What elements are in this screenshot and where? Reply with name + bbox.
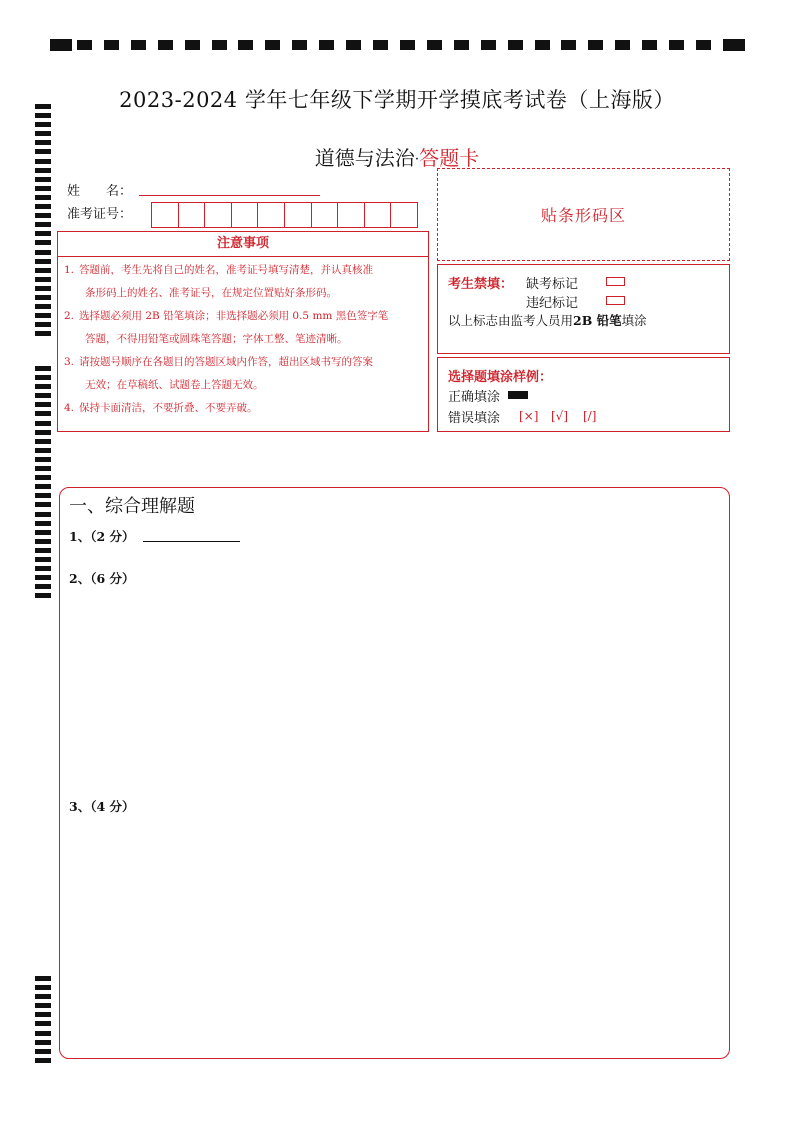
subject-name: 道德与法治 bbox=[314, 146, 415, 170]
timing-mark bbox=[669, 40, 684, 50]
timing-mark bbox=[212, 40, 227, 50]
timing-mark bbox=[35, 268, 51, 273]
notice-heading: 注意事项 bbox=[58, 232, 428, 257]
note-text: 以上标志由监考人员用 bbox=[448, 313, 574, 328]
wrong-fill-check: [√] bbox=[551, 409, 569, 423]
timing-mark bbox=[35, 1012, 51, 1017]
notice-text: 答题前，考生先将自己的姓名，准考证号填写清楚，并认真核准 bbox=[79, 264, 373, 276]
timing-mark bbox=[35, 204, 51, 209]
correct-fill-sample bbox=[508, 391, 528, 399]
timing-mark bbox=[35, 466, 51, 471]
timing-mark bbox=[35, 186, 51, 191]
absent-mark-box[interactable] bbox=[606, 277, 625, 286]
note-text: 填涂 bbox=[621, 313, 647, 328]
question-1-label: 1、（2 分） bbox=[69, 529, 135, 544]
absent-mark-label: 缺考标记 bbox=[526, 277, 579, 292]
timing-mark bbox=[35, 304, 51, 309]
timing-mark bbox=[35, 1031, 51, 1036]
timing-mark bbox=[35, 448, 51, 453]
timing-mark bbox=[615, 40, 630, 50]
notice-text: 条形码上的姓名、准考证号，在规定位置贴好条形码。 bbox=[85, 287, 337, 299]
timing-mark bbox=[35, 195, 51, 200]
question-3-answer-area[interactable] bbox=[69, 816, 719, 1046]
timing-mark bbox=[35, 484, 51, 489]
timing-mark bbox=[185, 40, 200, 50]
forbidden-note bbox=[448, 311, 647, 329]
examinee-forbidden-box bbox=[437, 264, 730, 354]
id-digit-box[interactable] bbox=[285, 203, 312, 227]
timing-mark bbox=[427, 40, 442, 50]
timing-mark bbox=[35, 475, 51, 480]
timing-mark bbox=[35, 1003, 51, 1008]
timing-mark bbox=[35, 393, 51, 398]
timing-mark bbox=[35, 539, 51, 544]
question-1-answer-line[interactable] bbox=[143, 541, 240, 542]
question-2-label: 2、（6 分） bbox=[69, 571, 135, 586]
timing-mark bbox=[238, 40, 253, 50]
timing-mark bbox=[292, 40, 307, 50]
notice-text: 选择题必须用 2B 铅笔填涂；非选择题必须用 0.5 mm 黑色签字笔 bbox=[79, 310, 389, 322]
timing-mark bbox=[588, 40, 603, 50]
timing-mark bbox=[35, 430, 51, 435]
notice-num: 4. bbox=[64, 402, 75, 414]
card-subtitle bbox=[0, 142, 794, 171]
timing-mark bbox=[35, 331, 51, 336]
timing-mark bbox=[50, 39, 72, 51]
timing-mark bbox=[131, 40, 146, 50]
question-3-label: 3、（4 分） bbox=[69, 799, 135, 814]
timing-mark bbox=[35, 277, 51, 282]
note-bold: 2B 铅笔 bbox=[573, 313, 622, 328]
timing-mark bbox=[35, 402, 51, 407]
timing-mark bbox=[35, 1049, 51, 1054]
left-timing-marks-upper bbox=[35, 104, 51, 340]
timing-mark bbox=[35, 384, 51, 389]
timing-mark bbox=[642, 40, 657, 50]
timing-mark bbox=[77, 40, 92, 50]
notice-item-4 bbox=[64, 397, 424, 420]
exam-title: 2023-2024 学年七年级下学期开学摸底考试卷（上海版） bbox=[119, 88, 675, 112]
wrong-fill-cross: [×] bbox=[519, 409, 539, 423]
timing-mark bbox=[400, 40, 415, 50]
timing-mark bbox=[158, 40, 173, 50]
timing-mark bbox=[535, 40, 550, 50]
timing-mark bbox=[35, 1040, 51, 1045]
timing-mark bbox=[35, 177, 51, 182]
violation-mark-box[interactable] bbox=[606, 296, 625, 305]
timing-mark bbox=[508, 40, 523, 50]
timing-mark bbox=[35, 994, 51, 999]
timing-mark bbox=[373, 40, 388, 50]
timing-mark bbox=[35, 1058, 51, 1063]
timing-mark bbox=[35, 512, 51, 517]
name-label: 姓 名： bbox=[67, 184, 133, 199]
timing-mark bbox=[35, 493, 51, 498]
timing-mark bbox=[35, 457, 51, 462]
notice-text: 请按题号顺序在各题目的答题区域内作答，超出区域书写的答案 bbox=[79, 356, 373, 368]
section-title: 一、综合理解题 bbox=[69, 496, 195, 517]
timing-mark bbox=[35, 584, 51, 589]
timing-mark bbox=[35, 502, 51, 507]
timing-mark bbox=[35, 530, 51, 535]
left-timing-marks-middle bbox=[35, 366, 51, 602]
timing-mark bbox=[35, 976, 51, 981]
timing-mark bbox=[723, 39, 745, 51]
notice-num: 2. bbox=[64, 310, 75, 322]
left-timing-marks-lower bbox=[35, 976, 51, 1067]
name-field[interactable] bbox=[139, 195, 320, 196]
id-digit-box[interactable] bbox=[205, 203, 232, 227]
timing-mark bbox=[35, 240, 51, 245]
notice-item-3 bbox=[64, 351, 424, 397]
subtitle-separator: · bbox=[414, 151, 420, 168]
notice-num: 3. bbox=[64, 356, 75, 368]
timing-mark bbox=[35, 566, 51, 571]
timing-mark bbox=[35, 557, 51, 562]
timing-mark bbox=[35, 231, 51, 236]
question-2-answer-area[interactable] bbox=[69, 588, 719, 793]
fill-sample-label: 选择题填涂样例： bbox=[448, 370, 553, 385]
notice-box bbox=[57, 231, 429, 432]
timing-mark bbox=[35, 322, 51, 327]
timing-mark bbox=[35, 548, 51, 553]
barcode-area bbox=[437, 168, 730, 261]
top-timing-marks bbox=[50, 38, 745, 52]
barcode-label: 贴条形码区 bbox=[540, 206, 626, 225]
id-digit-box[interactable] bbox=[152, 203, 179, 227]
timing-mark bbox=[561, 40, 576, 50]
violation-mark-label: 违纪标记 bbox=[526, 296, 579, 311]
timing-mark bbox=[35, 213, 51, 218]
timing-mark bbox=[696, 40, 711, 50]
timing-mark bbox=[481, 40, 496, 50]
timing-mark bbox=[346, 40, 361, 50]
timing-mark bbox=[35, 313, 51, 318]
timing-mark bbox=[35, 259, 51, 264]
timing-mark bbox=[35, 250, 51, 255]
id-digit-box[interactable] bbox=[312, 203, 339, 227]
timing-mark bbox=[35, 131, 51, 136]
timing-mark bbox=[35, 985, 51, 990]
id-digit-box[interactable] bbox=[365, 203, 392, 227]
notice-num: 1. bbox=[64, 264, 75, 276]
fill-sample-box bbox=[437, 357, 730, 432]
id-digit-box[interactable] bbox=[179, 203, 206, 227]
notice-item-1 bbox=[64, 259, 424, 305]
id-digit-box[interactable] bbox=[391, 203, 417, 227]
notice-text: 无效；在草稿纸、试题卷上答题无效。 bbox=[85, 379, 264, 391]
id-digit-box[interactable] bbox=[338, 203, 365, 227]
answer-card-label: 答题卡 bbox=[419, 146, 480, 170]
timing-mark bbox=[35, 295, 51, 300]
timing-mark bbox=[35, 411, 51, 416]
exam-id-boxes[interactable] bbox=[151, 202, 418, 228]
timing-mark bbox=[35, 521, 51, 526]
notice-item-2 bbox=[64, 305, 424, 351]
wrong-fill-label: 错误填涂 bbox=[448, 411, 501, 426]
correct-fill-label: 正确填涂 bbox=[448, 390, 501, 405]
id-digit-box[interactable] bbox=[232, 203, 259, 227]
timing-mark bbox=[319, 40, 334, 50]
forbidden-label: 考生禁填： bbox=[448, 277, 514, 292]
timing-mark bbox=[35, 366, 51, 371]
timing-mark bbox=[454, 40, 469, 50]
timing-mark bbox=[35, 222, 51, 227]
timing-mark bbox=[35, 375, 51, 380]
notice-text: 答题，不得用铅笔或圆珠笔答题；字体工整、笔迹清晰。 bbox=[85, 333, 348, 345]
timing-mark bbox=[35, 421, 51, 426]
timing-mark bbox=[35, 593, 51, 598]
id-digit-box[interactable] bbox=[258, 203, 285, 227]
timing-mark bbox=[35, 286, 51, 291]
timing-mark bbox=[104, 40, 119, 50]
timing-mark bbox=[35, 575, 51, 580]
exam-id-label: 准考证号： bbox=[67, 207, 133, 222]
timing-mark bbox=[35, 122, 51, 127]
notice-text: 保持卡面清洁，不要折叠、不要弄破。 bbox=[79, 402, 258, 414]
timing-mark bbox=[265, 40, 280, 50]
timing-mark bbox=[35, 439, 51, 444]
wrong-fill-slash: [/] bbox=[583, 409, 597, 423]
timing-mark bbox=[35, 1021, 51, 1026]
